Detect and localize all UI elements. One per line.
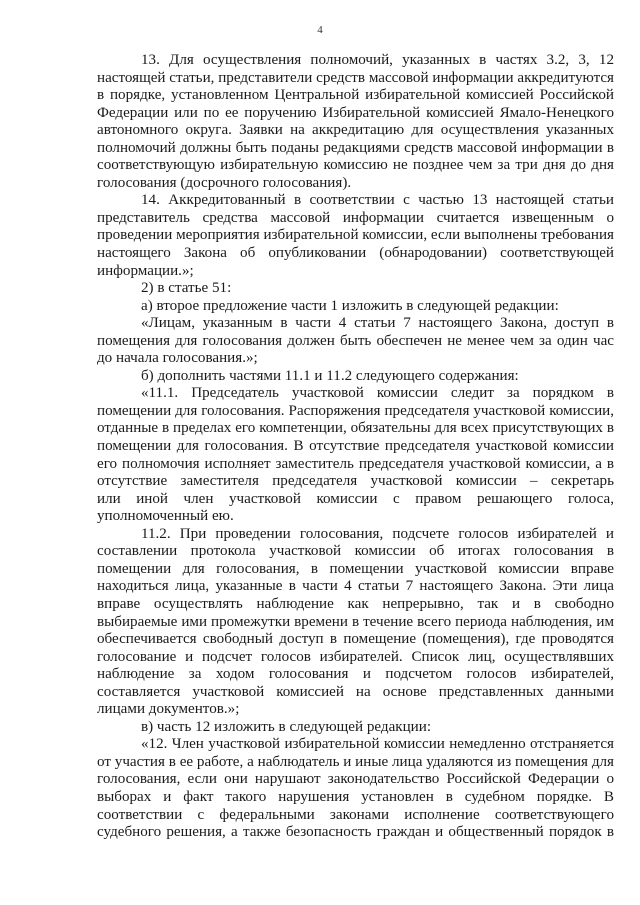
text-line: составлении протокола участковой комиссии об итогах голосования в bbox=[97, 543, 614, 560]
text-line: вправе осуществлять наблюдение как непрерывно, так и в свободно bbox=[97, 595, 614, 612]
text-line: составляется участковой комиссией на основе представленных данными bbox=[97, 683, 614, 700]
text-line: помещении для голосования, в помещении участковой комиссии вправе bbox=[97, 560, 614, 577]
text-line: отсутствие заместителя председателя участковой комиссии – секретарь bbox=[97, 473, 614, 490]
text-line: в) часть 12 изложить в следующей редакции: bbox=[141, 718, 432, 735]
text-line: до начала голосования.»; bbox=[97, 350, 258, 367]
text-line: уполномоченный ею. bbox=[97, 508, 234, 525]
text-line: или иной член участковой комиссии с правом решающего голоса, bbox=[97, 490, 614, 507]
document-body bbox=[97, 52, 614, 842]
text-line: лицами документов.»; bbox=[97, 701, 240, 718]
text-line: помещении для голосования. В отсутствие председателя участковой комиссии bbox=[97, 438, 614, 455]
text-line: голосования (досрочного голосования). bbox=[97, 174, 352, 191]
text-line: соответствующую избирательную комиссию не позднее чем за три дня до дня bbox=[97, 157, 614, 174]
text-line: 14. Аккредитованный в соответствии с частью 13 настоящей статьи bbox=[141, 192, 614, 209]
text-line: «12. Член участковой избирательной комиссии немедленно отстраняется bbox=[141, 736, 614, 753]
text-line: выбираемые ими промежутки времени в течение всего периода наблюдения, им bbox=[97, 613, 614, 630]
text-line: Федерации или по ее поручению Избирательной комиссией Ямало-Ненецкого bbox=[97, 104, 614, 121]
text-line: отданные в пределах его компетенции, обязательны для всех присутствующих в bbox=[97, 420, 614, 437]
text-line: полномочий должны быть поданы редакциями средств массовой информации в bbox=[97, 139, 614, 156]
text-line: голосования, если они нарушают законодательство Российской Федерации о bbox=[97, 771, 614, 788]
text-line: обеспечивается свободный доступ в помещение (помещения), где проводятся bbox=[97, 631, 614, 648]
text-line: 13. Для осуществления полномочий, указанных в частях 3.2, 3, 12 bbox=[141, 52, 614, 68]
text-line: в порядке, установленном Центральной избирательной комиссией Российской bbox=[97, 87, 614, 104]
text-line: б) дополнить частями 11.1 и 11.2 следующего содержания: bbox=[141, 367, 519, 384]
text-line: его полномочия исполняет заместитель председателя участковой комиссии, а в bbox=[97, 455, 614, 472]
text-line: наблюдение за ходом голосования и подсчетом голосов избирателей, bbox=[97, 666, 614, 683]
text-line: настоящей статьи, представители средств массовой информации аккредитуются bbox=[97, 69, 614, 86]
text-line: 2) в статье 51: bbox=[141, 280, 232, 297]
text-line: настоящего Закона об опубликовании (обнародовании) соответствующей bbox=[97, 245, 614, 262]
text-line: проведении мероприятия избирательной комиссии, если выполнены требования bbox=[97, 227, 614, 244]
text-line: а) второе предложение части 1 изложить в следующей редакции: bbox=[141, 297, 559, 314]
text-line: находиться лица, указанные в части 4 статьи 7 настоящего Закона. Эти лица bbox=[97, 578, 614, 595]
text-line: автономного округа. Заявки на аккредитацию для осуществления указанных bbox=[97, 122, 614, 139]
text-line: помещения для голосования должен быть обеспечен не менее чем за один час bbox=[97, 332, 614, 349]
text-line: от участия в ее работе, а наблюдатель и иные лица удаляются из помещения для bbox=[97, 753, 614, 770]
text-line: помещении для голосования. Распоряжения председателя участковой комиссии, bbox=[97, 402, 614, 419]
text-line: «Лицам, указанным в части 4 статьи 7 настоящего Закона, доступ в bbox=[141, 315, 614, 332]
text-line: информации.»; bbox=[97, 262, 194, 279]
text-line: судебного решения, а также безопасность граждан и общественный порядок в bbox=[97, 824, 614, 841]
text-line: «11.1. Председатель участковой комиссии следит за порядком в bbox=[141, 385, 614, 402]
text-line: представитель средства массовой информации считается извещенным о bbox=[97, 209, 614, 226]
text-line: голосование и подсчет голосов избирателей. Список лиц, осуществлявших bbox=[97, 648, 614, 665]
text-line: выборах и факт такого нарушения установлен в судебном порядке. В bbox=[97, 788, 614, 805]
page-number: 4 bbox=[317, 24, 323, 36]
text-line: соответствии с федеральными законами исполнение соответствующего bbox=[97, 806, 614, 823]
text-line: 11.2. При проведении голосования, подсчете голосов избирателей и bbox=[141, 525, 614, 542]
